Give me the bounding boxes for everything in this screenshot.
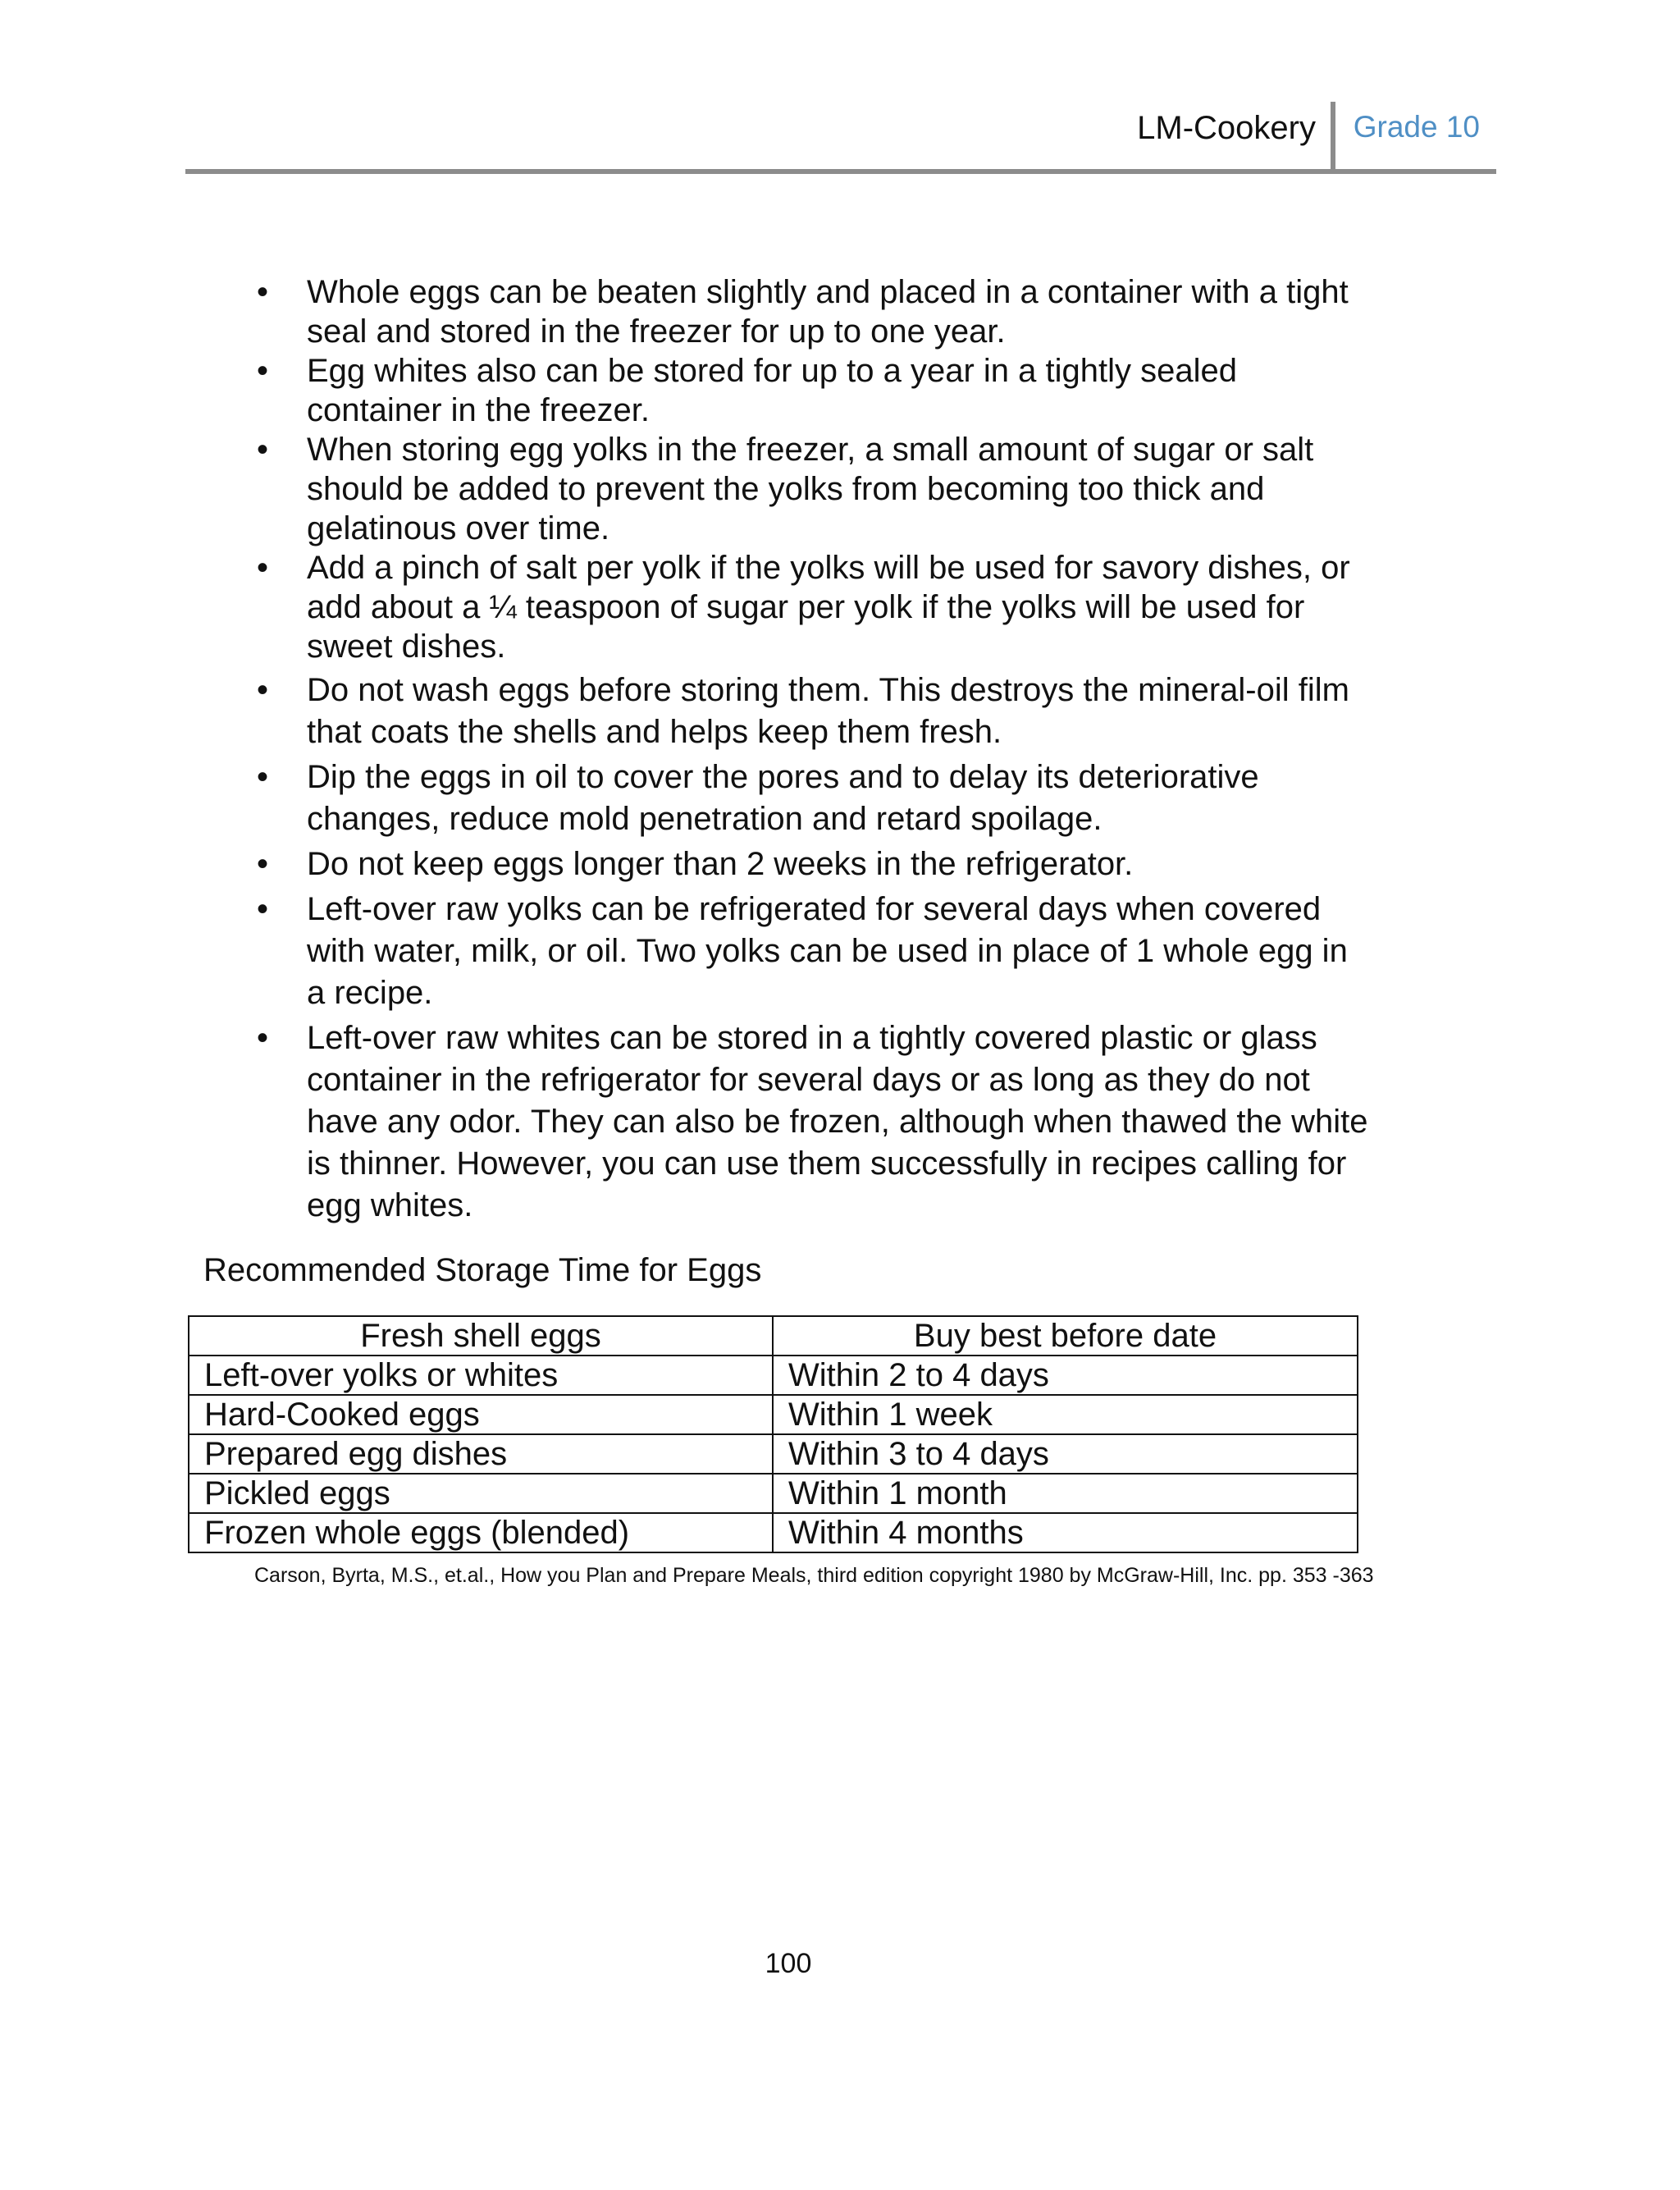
table-cell: Pickled eggs bbox=[189, 1474, 773, 1513]
table-cell: Within 1 month bbox=[773, 1474, 1358, 1513]
bullet-icon: • bbox=[256, 759, 268, 795]
list-item-text: Left-over raw whites can be stored in a tightly covered plastic or glass container in the refrigerator for several days or as long as they do not have any odor. They can also be frozen, although when thawed the white is thinner. However, you can use them successfully in recipes calling for egg whites. bbox=[307, 1020, 1368, 1223]
bullet-icon: • bbox=[256, 550, 268, 586]
list-item bbox=[254, 1017, 1370, 1227]
list-item bbox=[254, 548, 1370, 666]
list-item bbox=[254, 272, 1370, 351]
storage-time-table bbox=[188, 1315, 1358, 1553]
header-title: LM-Cookery bbox=[1137, 110, 1316, 146]
list-item-text: Add a pinch of salt per yolk if the yolks will be used for savory dishes, or add about a ¼ teaspoon of sugar per yolk if the yolks will be used for sweet dishes. bbox=[307, 550, 1350, 665]
table-cell: Within 1 week bbox=[773, 1395, 1358, 1434]
list-item bbox=[254, 670, 1370, 753]
table-header-row bbox=[189, 1316, 1358, 1356]
table-cell: Within 2 to 4 days bbox=[773, 1356, 1358, 1395]
column-header: Buy best before date bbox=[773, 1316, 1358, 1356]
list-item bbox=[254, 757, 1370, 840]
bullet-icon: • bbox=[256, 846, 268, 882]
header-grade: Grade 10 bbox=[1353, 110, 1480, 144]
list-item bbox=[254, 351, 1370, 430]
bullet-icon: • bbox=[256, 432, 268, 468]
table-row bbox=[189, 1434, 1358, 1474]
bullet-icon: • bbox=[256, 353, 268, 389]
list-item-text: Do not wash eggs before storing them. This destroys the mineral-oil film that coats the shells and helps keep them fresh. bbox=[307, 672, 1349, 750]
list-item-text: Egg whites also can be stored for up to a year in a tightly sealed container in the freezer. bbox=[307, 353, 1238, 428]
page-number: 100 bbox=[765, 1948, 812, 1979]
list-item bbox=[254, 889, 1370, 1014]
source-citation: Carson, Byrta, M.S., et.al., How you Plan and Prepare Meals, third edition copyright 1980 by McGraw-Hill, Inc. pp. 353 -363 bbox=[254, 1564, 1374, 1587]
storage-tips-list bbox=[254, 272, 1370, 1227]
table-cell: Within 3 to 4 days bbox=[773, 1434, 1358, 1474]
list-item bbox=[254, 430, 1370, 548]
table-cell: Hard-Cooked eggs bbox=[189, 1395, 773, 1434]
list-item bbox=[254, 844, 1370, 885]
table-cell: Within 4 months bbox=[773, 1513, 1358, 1552]
table-cell: Prepared egg dishes bbox=[189, 1434, 773, 1474]
header-divider bbox=[1331, 102, 1335, 169]
table-row bbox=[189, 1356, 1358, 1395]
list-item-text: When storing egg yolks in the freezer, a small amount of sugar or salt should be added to prevent the yolks from becoming too thick and gelatinous over time. bbox=[307, 432, 1314, 546]
bullet-icon: • bbox=[256, 1020, 268, 1056]
table-row bbox=[189, 1395, 1358, 1434]
bullet-icon: • bbox=[256, 274, 268, 310]
table-cell: Frozen whole eggs (blended) bbox=[189, 1513, 773, 1552]
list-item-text: Left-over raw yolks can be refrigerated for several days when covered with water, milk, or oil. Two yolks can be used in place of 1 whole egg in a recipe. bbox=[307, 891, 1348, 1011]
page-header bbox=[185, 98, 1496, 174]
bullet-icon: • bbox=[256, 672, 268, 708]
bullet-icon: • bbox=[256, 891, 268, 927]
column-header: Fresh shell eggs bbox=[189, 1316, 773, 1356]
table-caption: Recommended Storage Time for Eggs bbox=[203, 1252, 762, 1288]
list-item-text: Dip the eggs in oil to cover the pores and to delay its deteriorative changes, reduce mold penetration and retard spoilage. bbox=[307, 759, 1259, 837]
table-cell: Left-over yolks or whites bbox=[189, 1356, 773, 1395]
table-row bbox=[189, 1474, 1358, 1513]
list-item-text: Do not keep eggs longer than 2 weeks in the refrigerator. bbox=[307, 846, 1134, 882]
table-row bbox=[189, 1513, 1358, 1552]
list-item-text: Whole eggs can be beaten slightly and placed in a container with a tight seal and stored in the freezer for up to one year. bbox=[307, 274, 1349, 350]
